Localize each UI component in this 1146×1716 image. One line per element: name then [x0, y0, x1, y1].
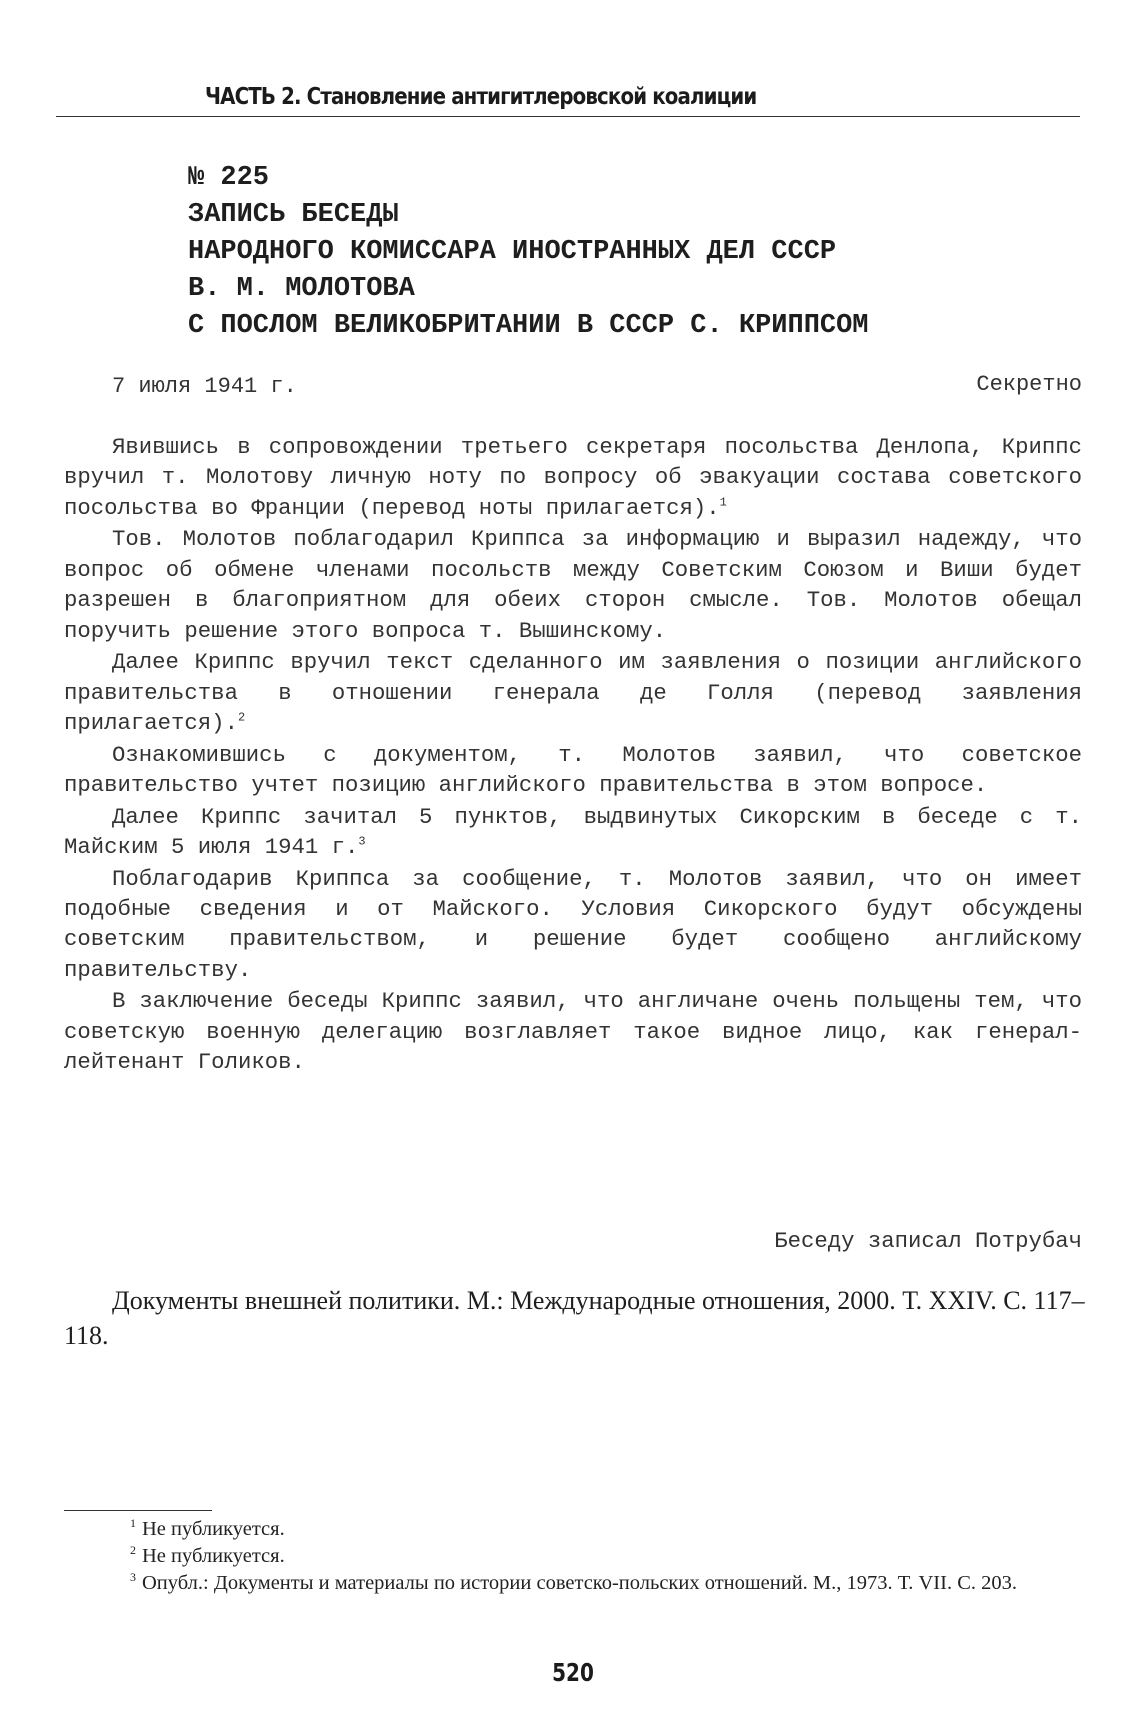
footnotes	[64, 1516, 1094, 1597]
title-line: С ПОСЛОМ ВЕЛИКОБРИТАНИИ В СССР С. КРИППСОМ	[188, 311, 869, 341]
document-date: 7 июля 1941 г.	[112, 374, 297, 399]
body-paragraph: Поблагодарив Криппса за сообщение, т. Молотов заявил, что он имеет подобные сведения и от Майского. Условия Сикорского будут обсуждены советским правительством, и решение будет сообщено английскому правительству.	[64, 865, 1082, 983]
recorded-by: Беседу записал Потрубач	[774, 1228, 1082, 1254]
body-paragraph: В заключение беседы Криппс заявил, что англичане очень польщены тем, что советскую военную делегацию возглавляет такое видное лицо, как генерал-лейтенант Голиков.	[64, 988, 1082, 1076]
body-paragraph: Далее Криппс зачитал 5 пунктов, выдвинутых Сикорским в беседе с т. Майским 5 июля 1941 г.$^3$	[64, 803, 1082, 861]
footnote: $^1$ Не публикуется.	[130, 1516, 285, 1540]
document-number: № 225	[188, 163, 270, 193]
footnote: $^3$ Опубл.: Документы и материалы по истории советско-польских отношений. М., 1973. Т. VII. С. 203.	[130, 1570, 1018, 1594]
source-citation: Документы внешней политики. М.: Международные отношения, 2000. Т. XXIV. С. 117–118.	[64, 1286, 1085, 1350]
page-number: 520	[552, 1658, 594, 1687]
title-line: ЗАПИСЬ БЕСЕДЫ	[188, 200, 399, 230]
footnote: $^2$ Не публикуется.	[130, 1543, 285, 1567]
header-rule	[56, 116, 1080, 117]
footnote-ref: 3	[358, 834, 366, 849]
document-title-block	[188, 160, 869, 345]
title-line: В. М. МОЛОТОВА	[188, 274, 415, 304]
body-paragraph: Явившись в сопровождении третьего секретаря посольства Денлопа, Криппс вручил т. Молотову личную ноту по вопросу об эвакуации состава советского посольства во Франции (перевод ноты прилагается).$^1$	[64, 434, 1082, 521]
classification-mark: Секретно	[976, 372, 1082, 397]
body-paragraph: Тов. Молотов поблагодарил Криппса за информацию и выразил надежду, что вопрос об обмене членами посольств между Советским Союзом и Виши будет разрешен в благоприятном для обеих сторон смысле. Тов. Молотов обещал поручить решение этого вопроса т. Вышинскому.	[64, 526, 1082, 644]
footnote-ref: 1	[719, 495, 727, 510]
footnote-rule	[64, 1510, 212, 1511]
footnote-ref: 2	[237, 710, 246, 725]
body-paragraph: Ознакомившись с документом, т. Молотов заявил, что советское правительство учтет позицию английского правительства в этом вопросе.	[64, 741, 1082, 799]
title-line: НАРОДНОГО КОМИССАРА ИНОСТРАННЫХ ДЕЛ СССР	[188, 237, 837, 267]
body-paragraph: Далее Криппс вручил текст сделанного им заявления о позиции английского правительства в отношении генерала де Голля (перевод заявления прилагается).$^2$	[64, 649, 1082, 737]
running-head: ЧАСТЬ 2. Становление антигитлеровской коалиции	[205, 84, 757, 110]
document-body	[64, 432, 1082, 1079]
